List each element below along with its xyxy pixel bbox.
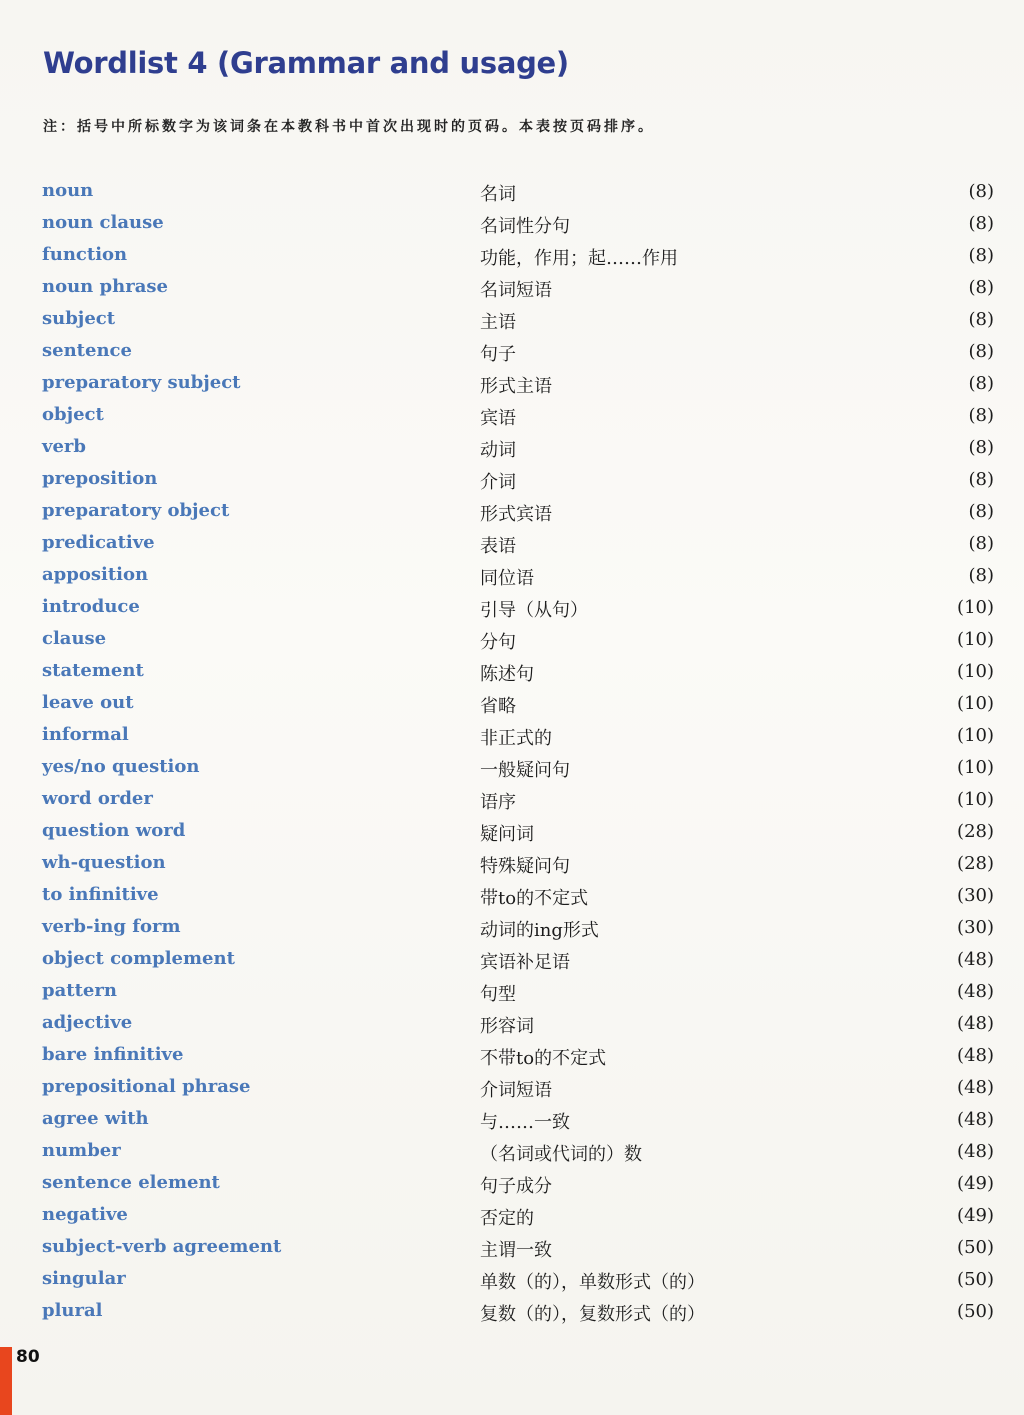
entry-translation: 分句 <box>480 632 516 653</box>
entry-term: plural <box>42 1300 103 1321</box>
page-note: 注：括号中所标数字为该词条在本教科书中首次出现时的页码。本表按页码排序。 <box>43 119 655 135</box>
entry-term: preposition <box>42 468 158 489</box>
entry-page-ref: (48) <box>957 949 994 970</box>
entry-term: leave out <box>42 692 134 713</box>
entry-translation: 动词 <box>480 440 516 461</box>
entry-page-ref: (8) <box>968 405 994 426</box>
entry-page-ref: (10) <box>957 597 994 618</box>
wordlist-entry <box>0 464 1024 496</box>
page-title: Wordlist 4 (Grammar and usage) <box>43 46 569 80</box>
wordlist-entry <box>0 1200 1024 1232</box>
entry-page-ref: (48) <box>957 1045 994 1066</box>
entry-page-ref: (10) <box>957 629 994 650</box>
wordlist-entry <box>0 1168 1024 1200</box>
wordlist <box>0 176 1024 1328</box>
wordlist-entry <box>0 880 1024 912</box>
wordlist-entry <box>0 400 1024 432</box>
entry-translation: 不带to的不定式 <box>480 1048 607 1069</box>
entry-page-ref: (48) <box>957 1013 994 1034</box>
wordlist-entry <box>0 304 1024 336</box>
wordlist-entry <box>0 688 1024 720</box>
entry-term: verb-ing form <box>42 916 181 937</box>
entry-term: noun clause <box>42 212 164 233</box>
wordlist-entry <box>0 624 1024 656</box>
entry-translation: 句子成分 <box>480 1176 552 1197</box>
wordlist-entry <box>0 432 1024 464</box>
entry-page-ref: (8) <box>968 341 994 362</box>
entry-page-ref: (48) <box>957 1141 994 1162</box>
wordlist-entry <box>0 1136 1024 1168</box>
entry-term: pattern <box>42 980 117 1001</box>
entry-page-ref: (10) <box>957 757 994 778</box>
entry-term: object complement <box>42 948 235 969</box>
entry-page-ref: (28) <box>957 821 994 842</box>
entry-term: preparatory object <box>42 500 230 521</box>
entry-term: wh-question <box>42 852 166 873</box>
wordlist-entry <box>0 1072 1024 1104</box>
entry-translation: 句型 <box>480 984 516 1005</box>
entry-page-ref: (50) <box>957 1269 994 1290</box>
wordlist-entry <box>0 816 1024 848</box>
entry-term: prepositional phrase <box>42 1076 251 1097</box>
entry-page-ref: (10) <box>957 661 994 682</box>
entry-translation: 非正式的 <box>480 728 552 749</box>
entry-page-ref: (10) <box>957 693 994 714</box>
entry-page-ref: (8) <box>968 437 994 458</box>
entry-translation: 引导（从句） <box>480 600 588 621</box>
entry-term: number <box>42 1140 121 1161</box>
entry-term: agree with <box>42 1108 149 1129</box>
entry-translation: 介词短语 <box>480 1080 552 1101</box>
entry-page-ref: (8) <box>968 469 994 490</box>
wordlist-entry <box>0 272 1024 304</box>
entry-translation: 名词性分句 <box>480 216 570 237</box>
entry-term: singular <box>42 1268 126 1289</box>
entry-translation: 疑问词 <box>480 824 534 845</box>
entry-page-ref: (30) <box>957 917 994 938</box>
entry-term: clause <box>42 628 107 649</box>
entry-term: informal <box>42 724 129 745</box>
page-edge-tab <box>0 1347 12 1415</box>
entry-translation: 特殊疑问句 <box>480 856 570 877</box>
entry-translation: 语序 <box>480 792 516 813</box>
entry-page-ref: (28) <box>957 853 994 874</box>
entry-page-ref: (8) <box>968 213 994 234</box>
entry-term: subject-verb agreement <box>42 1236 282 1257</box>
entry-term: sentence <box>42 340 132 361</box>
entry-term: apposition <box>42 564 149 585</box>
entry-translation: 形式宾语 <box>480 504 552 525</box>
entry-term: statement <box>42 660 144 681</box>
wordlist-entry <box>0 1232 1024 1264</box>
entry-page-ref: (8) <box>968 501 994 522</box>
entry-translation: 带to的不定式 <box>480 888 589 909</box>
wordlist-entry <box>0 240 1024 272</box>
entry-translation: 名词 <box>480 184 516 205</box>
entry-page-ref: (48) <box>957 981 994 1002</box>
wordlist-entry <box>0 528 1024 560</box>
entry-translation: 名词短语 <box>480 280 552 301</box>
entry-page-ref: (8) <box>968 533 994 554</box>
entry-term: question word <box>42 820 186 841</box>
entry-page-ref: (8) <box>968 565 994 586</box>
entry-translation: 宾语 <box>480 408 516 429</box>
entry-translation: 省略 <box>480 696 516 717</box>
entry-translation: 形容词 <box>480 1016 534 1037</box>
entry-term: function <box>42 244 128 265</box>
entry-translation: 宾语补足语 <box>480 952 570 973</box>
entry-translation: 介词 <box>480 472 516 493</box>
wordlist-entry <box>0 848 1024 880</box>
entry-page-ref: (49) <box>957 1205 994 1226</box>
entry-page-ref: (10) <box>957 789 994 810</box>
entry-translation: 单数（的），单数形式（的） <box>480 1272 705 1293</box>
wordlist-entry <box>0 560 1024 592</box>
entry-term: introduce <box>42 596 140 617</box>
entry-translation: 功能，作用；起……作用 <box>480 248 678 269</box>
entry-page-ref: (10) <box>957 725 994 746</box>
entry-translation: 否定的 <box>480 1208 534 1229</box>
entry-page-ref: (8) <box>968 373 994 394</box>
wordlist-entry <box>0 176 1024 208</box>
entry-translation: （名词或代词的）数 <box>480 1144 642 1165</box>
entry-translation: 主谓一致 <box>480 1240 552 1261</box>
entry-term: bare infinitive <box>42 1044 184 1065</box>
entry-page-ref: (8) <box>968 277 994 298</box>
entry-term: predicative <box>42 532 155 553</box>
entry-translation: 同位语 <box>480 568 534 589</box>
entry-term: yes/no question <box>42 756 200 777</box>
entry-page-ref: (50) <box>957 1237 994 1258</box>
entry-term: preparatory subject <box>42 372 241 393</box>
entry-page-ref: (8) <box>968 181 994 202</box>
entry-term: word order <box>42 788 153 809</box>
wordlist-entry <box>0 1040 1024 1072</box>
entry-term: sentence element <box>42 1172 220 1193</box>
entry-page-ref: (48) <box>957 1077 994 1098</box>
entry-term: verb <box>42 436 86 457</box>
wordlist-entry <box>0 592 1024 624</box>
entry-term: object <box>42 404 104 425</box>
entry-translation: 与……一致 <box>480 1112 570 1133</box>
entry-term: subject <box>42 308 116 329</box>
entry-page-ref: (49) <box>957 1173 994 1194</box>
wordlist-entry <box>0 912 1024 944</box>
entry-translation: 动词的ing形式 <box>480 920 599 941</box>
wordlist-entry <box>0 720 1024 752</box>
wordlist-entry <box>0 944 1024 976</box>
entry-page-ref: (8) <box>968 309 994 330</box>
page-number: 80 <box>16 1347 40 1367</box>
wordlist-entry <box>0 1264 1024 1296</box>
entry-term: adjective <box>42 1012 133 1033</box>
wordlist-entry <box>0 1008 1024 1040</box>
wordlist-entry <box>0 1296 1024 1328</box>
wordlist-entry <box>0 656 1024 688</box>
entry-page-ref: (8) <box>968 245 994 266</box>
entry-page-ref: (50) <box>957 1301 994 1322</box>
wordlist-entry <box>0 336 1024 368</box>
wordlist-entry <box>0 976 1024 1008</box>
wordlist-entry <box>0 208 1024 240</box>
entry-translation: 表语 <box>480 536 516 557</box>
entry-translation: 复数（的），复数形式（的） <box>480 1304 705 1325</box>
entry-term: negative <box>42 1204 128 1225</box>
entry-translation: 形式主语 <box>480 376 552 397</box>
entry-page-ref: (48) <box>957 1109 994 1130</box>
entry-term: noun phrase <box>42 276 168 297</box>
wordlist-entry <box>0 496 1024 528</box>
wordlist-entry <box>0 752 1024 784</box>
wordlist-entry <box>0 1104 1024 1136</box>
entry-translation: 陈述句 <box>480 664 534 685</box>
wordlist-entry <box>0 368 1024 400</box>
entry-page-ref: (30) <box>957 885 994 906</box>
entry-translation: 句子 <box>480 344 516 365</box>
entry-translation: 一般疑问句 <box>480 760 570 781</box>
wordlist-entry <box>0 784 1024 816</box>
entry-term: noun <box>42 180 94 201</box>
entry-term: to infinitive <box>42 884 159 905</box>
entry-translation: 主语 <box>480 312 516 333</box>
